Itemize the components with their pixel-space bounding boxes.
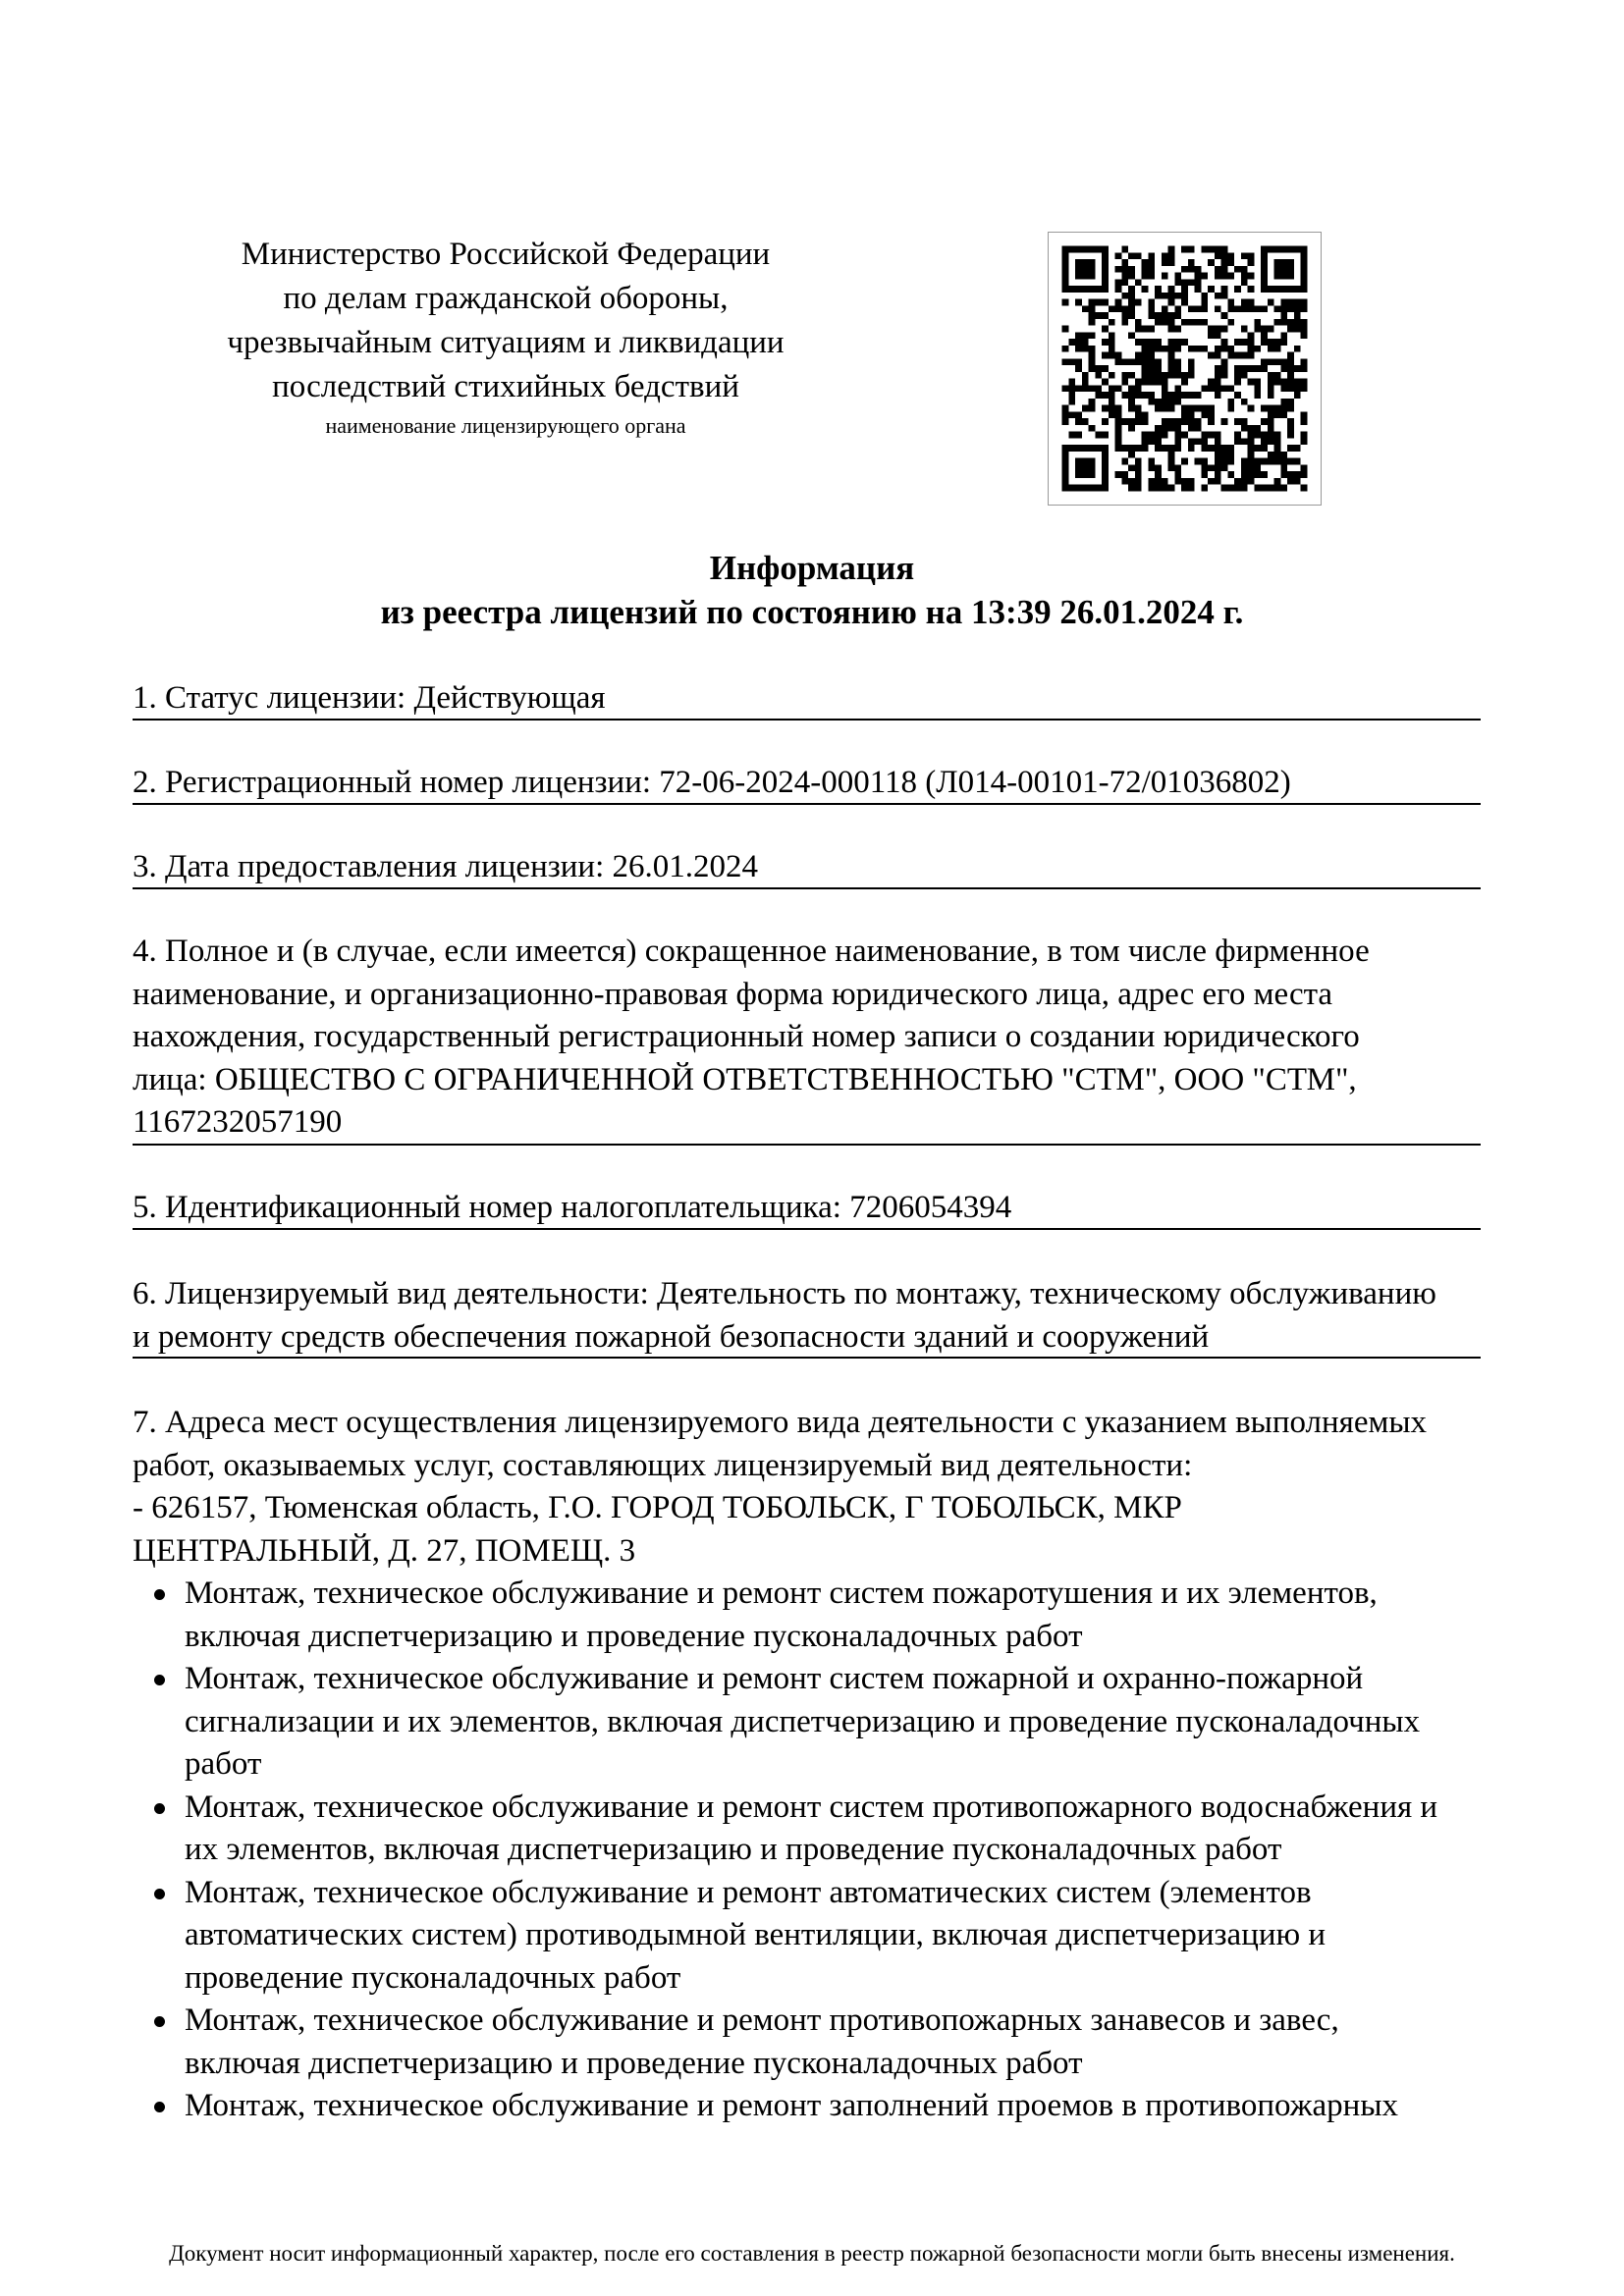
authority-line: чрезвычайным ситуациям и ликвидации <box>227 325 785 360</box>
authority-caption: наименование лицензирующего органа <box>325 413 686 438</box>
works-list <box>133 1573 1546 2128</box>
document-subtitle: из реестра лицензий по состоянию на 13:39 26.01.2024 г. <box>380 593 1244 631</box>
bullet-icon <box>154 1889 165 1899</box>
organization-line: нахождения, государственный регистрационный номер записи о создании юридического <box>133 1019 1360 1054</box>
license-date: 3. Дата предоставления лицензии: 26.01.2024 <box>133 849 759 884</box>
document-title: Информация <box>709 549 915 587</box>
list-item: Монтаж, техническое обслуживание и ремонт систем пожарной и охранно-пожарной сигнализации и их элементов, включая диспетчеризацию и проведение пусконаладочных работ <box>133 1658 1546 1787</box>
licensing-authority <box>177 233 835 443</box>
bullet-icon <box>154 1803 165 1814</box>
organization-line: 1167232057190 <box>133 1104 343 1140</box>
list-item: Монтаж, техническое обслуживание и ремонт систем противопожарного водоснабжения и их элементов, включая диспетчеризацию и проведение пусконаладочных работ <box>133 1787 1546 1872</box>
list-item: Монтаж, техническое обслуживание и ремонт заполнений проемов в противопожарных <box>133 2085 1546 2128</box>
authority-line: по делам гражданской обороны, <box>283 281 729 316</box>
organization-info <box>133 931 1481 1145</box>
license-reg-number: 2. Регистрационный номер лицензии: 72-06-2024-000118 (Л014-00101-72/01036802) <box>133 765 1291 800</box>
bullet-icon <box>154 2016 165 2027</box>
licensed-activity <box>133 1273 1481 1359</box>
underline <box>133 719 1481 721</box>
authority-line: Министерство Российской Федерации <box>241 237 771 272</box>
address-line: ЦЕНТРАЛЬНЫЙ, Д. 27, ПОМЕЩ. 3 <box>133 1532 636 1569</box>
organization-line: наименование, и организационно-правовая форма юридического лица, адрес его места <box>133 976 1333 1012</box>
license-status: 1. Статус лицензии: Действующая <box>133 680 606 716</box>
list-item: Монтаж, техническое обслуживание и ремонт противопожарных занавесов и завес, включая диспетчеризацию и проведение пусконаладочных работ <box>133 2000 1546 2085</box>
qr-code <box>1048 232 1322 506</box>
underline <box>133 887 1481 889</box>
disclaimer-footer: Документ носит информационный характер, после его составления в реестр пожарной безопасности могли быть внесены изменения. <box>169 2241 1455 2266</box>
address-line: - 626157, Тюменская область, Г.О. ГОРОД ТОБОЛЬСК, Г ТОБОЛЬСК, МКР <box>133 1490 1182 1525</box>
organization-line: 4. Полное и (в случае, если имеется) сокращенное наименование, в том числе фирменное <box>133 934 1370 969</box>
qr-code-image <box>1049 233 1321 505</box>
address-line: 7. Адреса мест осуществления лицензируемого вида деятельности с указанием выполняемых <box>133 1405 1428 1440</box>
organization-line: лица: ОБЩЕСТВО С ОГРАНИЧЕННОЙ ОТВЕТСТВЕННОСТЬЮ "СТМ", ООО "СТМ", <box>133 1061 1357 1097</box>
activity-line: 6. Лицензируемый вид деятельности: Деятельность по монтажу, техническому обслуживанию <box>133 1276 1436 1311</box>
activity-line: и ремонту средств обеспечения пожарной безопасности зданий и сооружений <box>133 1318 1210 1355</box>
list-item: Монтаж, техническое обслуживание и ремонт автоматических систем (элементов автоматических систем) противодымной вентиляции, включая диспетчеризацию и проведение пусконаладочных работ <box>133 1872 1546 2001</box>
activity-addresses <box>133 1402 1481 1573</box>
authority-line: последствий стихийных бедствий <box>272 369 739 404</box>
underline <box>133 803 1481 805</box>
underline <box>133 1144 1481 1146</box>
bullet-icon <box>154 1589 165 1600</box>
list-item: Монтаж, техническое обслуживание и ремонт систем пожаротушения и их элементов, включая диспетчеризацию и проведение пусконаладочных работ <box>133 1573 1546 1658</box>
address-line: работ, оказываемых услуг, составляющих лицензируемый вид деятельности: <box>133 1447 1193 1483</box>
underline <box>133 1357 1481 1359</box>
bullet-icon <box>154 2102 165 2112</box>
underline <box>133 1228 1481 1230</box>
bullet-icon <box>154 1675 165 1685</box>
taxpayer-id: 5. Идентификационный номер налогоплательщика: 7206054394 <box>133 1190 1012 1225</box>
